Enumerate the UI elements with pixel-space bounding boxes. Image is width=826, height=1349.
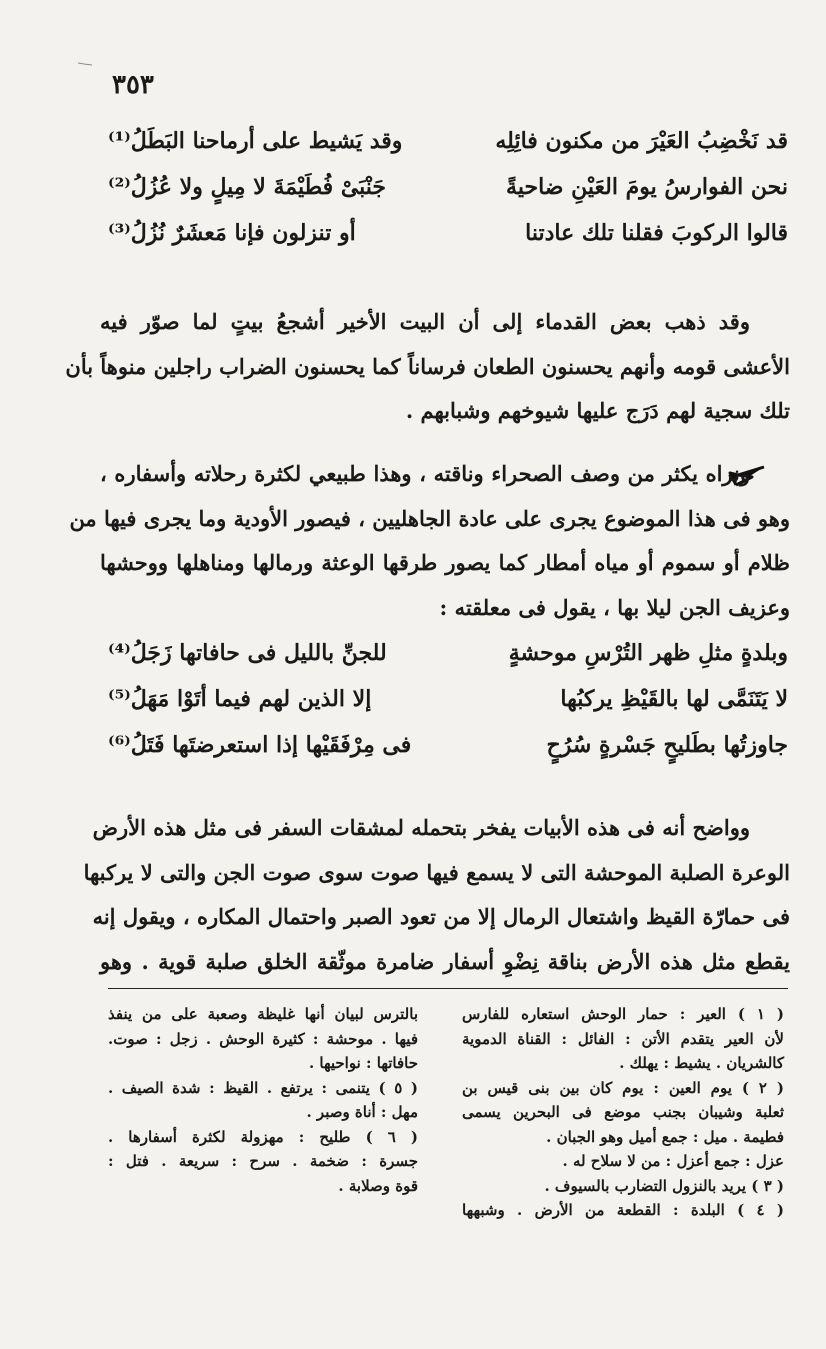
verse-first-hemistich: جاوزتُها بطَليحٍ جَسْرةٍ سُرُحٍ xyxy=(546,732,788,758)
paragraph-commentary-2 xyxy=(69,452,790,630)
paragraph-line: وهو فى هذا الموضوع يجرى على عادة الجاهليين ، فيصور الأودية وما يجرى فيها من xyxy=(69,505,790,531)
footnote-line: لأن العير يتقدم الأتن : الفائل : القناة الدموية xyxy=(462,1029,784,1048)
verse-first-hemistich: وبلدةٍ مثلِ ظهر التُرْسِ موحشةٍ xyxy=(508,640,788,666)
paragraph-line: الوعرة الصلبة الموحشة التى لا يسمع فيها صوت سوى صوت الجن والتى لا يركبها xyxy=(83,859,790,885)
verse-first-hemistich: نحن الفوارسُ يومَ العَيْنِ ضاحيةً xyxy=(506,174,788,200)
footnotes-left-column xyxy=(108,1002,418,1198)
footnote-line: ( ٣ ) يريد بالنزول التضارب بالسيوف . xyxy=(544,1176,784,1195)
verse-line xyxy=(108,174,788,220)
verse-line xyxy=(108,128,788,174)
footnote-line: ثعلبة وشيبان بجنب موضع فى البحرين يسمى xyxy=(462,1103,784,1121)
verse-second-hemistich: فى مِرْفَقَيْها إذا استعرضتَها فَتَلُ⁽⁶⁾ xyxy=(108,732,412,758)
verse-second-hemistich: جَنْبَىْ فُطَيْمَةَ لا مِيلٍ ولا عُزُلُ⁽²⁾ xyxy=(108,174,387,200)
footnote-line: جسرة : ضخمة . سرح : سريعة . فتل : xyxy=(108,1152,418,1170)
footnotes-right-column xyxy=(462,1002,784,1223)
footnote-line: فطيمة . ميل : جمع أميل وهو الجبان . xyxy=(546,1127,784,1146)
verse-second-hemistich: أو تنزلون فإنا مَعشَرٌ نُزُلُ⁽³⁾ xyxy=(108,220,356,246)
scan-speck-mark xyxy=(78,62,92,66)
footnote-line: كالشريان . يشيط : يهلك . xyxy=(619,1054,784,1072)
paragraph-line: فى حمارّة القيظ واشتعال الرمال إلا من تعود الصبر واحتمال المكاره ، ويقول إنه xyxy=(92,904,790,929)
footnote-line: مهل : أناة وصبر . xyxy=(306,1103,418,1121)
verse-second-hemistich: للجنِّ بالليل فى حافاتها زَجَلُ⁽⁴⁾ xyxy=(108,640,387,666)
paragraph-line: الأعشى قومه وأنهم يحسنون الطعان فرساناً كما يحسنون الضراب راجلين منوهاً بأن xyxy=(65,353,790,379)
paragraph-line: يقطع مثل هذه الأرض بناقة نِضْوِ أسفار ضامرة موثّقة الخلق صلبة قوية . وهو xyxy=(100,948,790,974)
footnote-line: ( ٥ ) يتنمى : يرتفع . القيظ : شدة الصيف . xyxy=(108,1078,418,1097)
verse-line xyxy=(108,640,788,686)
footnote-line: بالترس لبيان أنها غليظة وصعبة على من ينفذ xyxy=(108,1005,418,1023)
footnote-line: ( ٤ ) البلدة : القطعة من الأرض . وشبهها xyxy=(462,1201,785,1219)
verses-top xyxy=(108,128,788,266)
verse-line xyxy=(108,732,788,778)
paragraph-commentary-1 xyxy=(65,300,790,434)
verse-line xyxy=(108,220,788,266)
footnote-line: ( ١ ) العير : حمار الوحش استعاره للفارس xyxy=(462,1005,785,1023)
footnote-line: حافاتها : نواحيها . xyxy=(308,1054,418,1072)
footnote-line: فيها . موحشة : كثيرة الوحش . زجل : صوت. xyxy=(108,1029,418,1048)
paragraph-line: ونراه يكثر من وصف الصحراء وناقته ، وهذا طبيعي لكثرة رحلاته وأسفاره ، xyxy=(100,461,750,486)
footnote-line: ( ٦ ) طليح : مهزولة لكثرة أسفارها . xyxy=(108,1127,418,1146)
page-number: ٣٥٣ xyxy=(112,70,154,100)
verses-middle xyxy=(108,640,788,778)
paragraph-line: وواضح أنه فى هذه الأبيات يفخر بتحمله لمشقات السفر فى مثل هذه الأرض xyxy=(92,815,750,840)
verse-second-hemistich: وقد يَشيط على أرماحنا البَطَلُ⁽¹⁾ xyxy=(108,128,403,154)
footnote-line: ( ٢ ) يوم العين : يوم كان بين بنى قيس بن xyxy=(462,1078,784,1097)
verse-first-hemistich: لا يَتَنَمَّى لها بالقَيْظِ يركبُها xyxy=(560,686,788,712)
verse-second-hemistich: إلا الذين لهم فيما أتَوْا مَهَلُ⁽⁵⁾ xyxy=(108,686,372,712)
verse-first-hemistich: قد نَخْضِبُ العَيْرَ من مكنون فائِلِه xyxy=(495,128,788,154)
paragraph-line: ظلام أو سموم أو مياه أمطار كما يصور طرقها الوعثة ورمالها ومناهلها ووحشها xyxy=(100,550,790,575)
verse-line xyxy=(108,686,788,732)
paragraph-commentary-3 xyxy=(83,806,790,984)
footnote-divider xyxy=(108,988,788,989)
paragraph-line: وعزيف الجن ليلا بها ، يقول فى معلقته : xyxy=(439,594,790,620)
verse-first-hemistich: قالوا الركوبَ فقلنا تلك عادتنا xyxy=(525,220,788,246)
paragraph-line: تلك سجية لهم دَرَج عليها شيوخهم وشبابهم . xyxy=(405,398,790,423)
footnote-line: عزل : جمع أعزل : من لا سلاح له . xyxy=(562,1152,784,1170)
footnote-line: قوة وصلابة . xyxy=(338,1176,418,1195)
paragraph-line: وقد ذهب بعض القدماء إلى أن البيت الأخير أشجعُ بيتٍ لما صوّر فيه xyxy=(100,309,750,334)
